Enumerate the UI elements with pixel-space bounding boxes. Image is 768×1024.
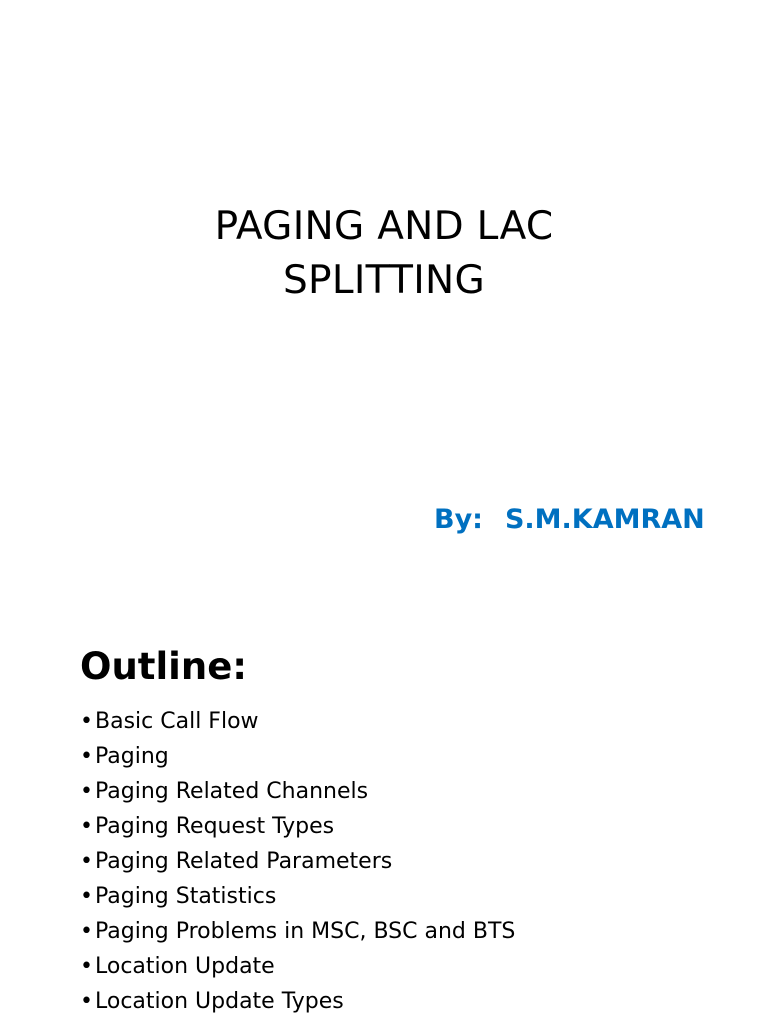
- outline-item-text: Paging Related Channels: [95, 779, 369, 804]
- outline-heading: Outline:: [80, 645, 248, 688]
- outline-item-text: Paging Statistics: [95, 884, 277, 909]
- outline-item: [80, 844, 515, 879]
- presentation-title: [0, 200, 768, 308]
- outline-item: [80, 914, 515, 949]
- bullet-icon: •: [80, 919, 93, 944]
- outline-item: [80, 879, 515, 914]
- title-line-2: SPLITTING: [282, 258, 486, 303]
- outline-item: [80, 984, 515, 1019]
- bullet-icon: •: [80, 849, 93, 874]
- outline-item-text: Paging Request Types: [95, 814, 335, 839]
- outline-item: [80, 704, 515, 739]
- bullet-icon: •: [80, 779, 93, 804]
- outline-item: [80, 809, 515, 844]
- outline-item-text: Location Update: [95, 954, 275, 979]
- bullet-icon: •: [80, 744, 93, 769]
- outline-item-text: Location Update Types: [95, 989, 344, 1014]
- bullet-icon: •: [80, 954, 93, 979]
- outline-slide: [0, 620, 768, 1024]
- author-name: S.M.KAMRAN: [504, 504, 705, 535]
- outline-item: [80, 949, 515, 984]
- by-label: By:: [434, 504, 483, 535]
- outline-list: [80, 704, 515, 1019]
- title-line-1: PAGING AND LAC: [214, 204, 554, 249]
- bullet-icon: •: [80, 989, 93, 1014]
- outline-item-text: Paging: [95, 744, 169, 769]
- bullet-icon: •: [80, 814, 93, 839]
- author-credit: [434, 504, 705, 535]
- bullet-icon: •: [80, 709, 93, 734]
- outline-item: [80, 774, 515, 809]
- outline-item: [80, 739, 515, 774]
- bullet-icon: •: [80, 884, 93, 909]
- outline-item-text: Basic Call Flow: [95, 709, 259, 734]
- outline-item-text: Paging Related Parameters: [95, 849, 393, 874]
- outline-item-text: Paging Problems in MSC, BSC and BTS: [95, 919, 516, 944]
